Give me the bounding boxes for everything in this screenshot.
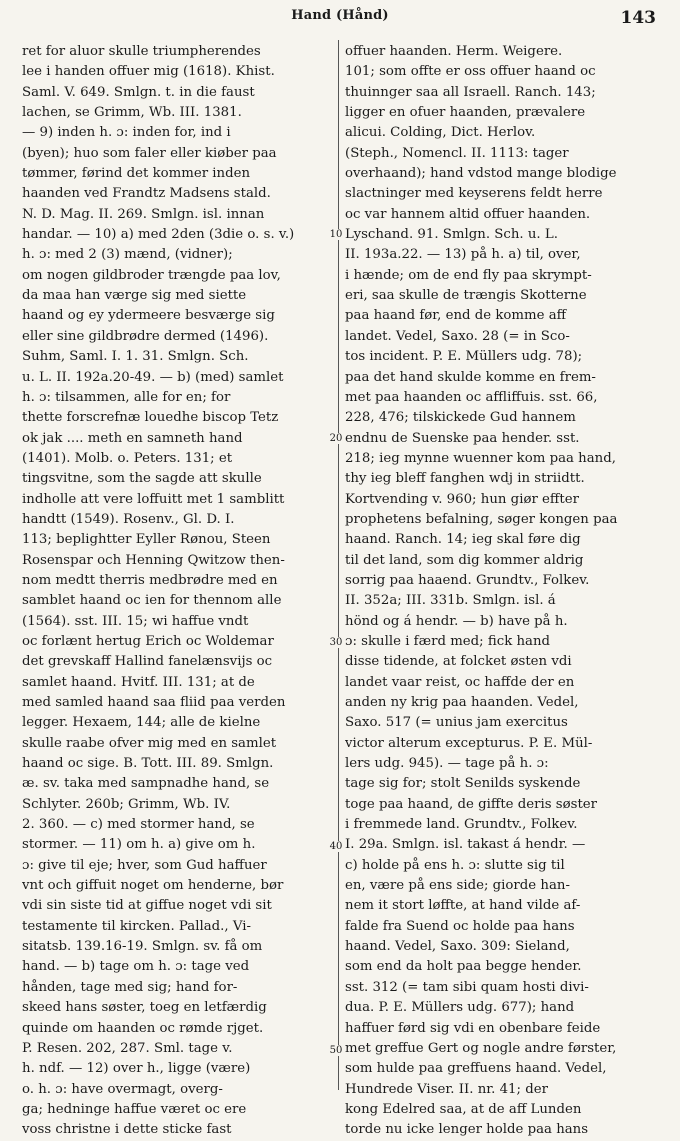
text-line: (byen); huo som faler eller kiøber paa (22, 145, 277, 161)
page-header (0, 6, 680, 32)
text-line: til det land, som dig kommer aldrig (345, 552, 584, 568)
text-line: haand og ey ydermeere besværge sig (22, 308, 275, 324)
text-line: sorrig paa haaend. Grundtv., Folkev. (345, 572, 590, 588)
text-line: quinde om haanden oc rømde rjget. (22, 1020, 264, 1036)
text-line: N. D. Mag. II. 269. Smlgn. isl. innan (22, 206, 265, 222)
text-line: med samled haand saa fliid paa verden (22, 695, 286, 710)
text-line: thuinnger saa all Israell. Ranch. 143; (345, 84, 596, 100)
text-line: Suhm, Saml. I. 1. 31. Smlgn. Sch. (22, 349, 249, 365)
text-line: ret for aluor skulle triumpherendes (22, 44, 261, 59)
text-line: om nogen gildbroder trængde paa lov, (22, 267, 281, 283)
text-line: haand. Ranch. 14; ieg skal føre dig (345, 532, 581, 548)
text-line: haand. Vedel, Saxo. 309: Sieland, (345, 939, 570, 955)
text-line: thette forscrefnæ louedhe biscop Tetz (22, 410, 279, 426)
line-number-10: 10 (326, 229, 346, 240)
text-line: ligger en ofuer haanden, prævalere (345, 105, 586, 121)
text-line: tingsvitne, som the sagde att skulle (22, 471, 262, 487)
text-line: tage sig for; stolt Senilds syskende (345, 776, 581, 792)
text-line: Lyschand. 91. Smlgn. Sch. u. L. (345, 227, 558, 243)
text-line: h. ɔ: tilsammen, alle for en; for (22, 389, 231, 405)
text-line: legger. Hexaem, 144; alle de kielne (22, 715, 261, 731)
text-line: Schlyter. 260b; Grimm, Wb. IV. (22, 796, 231, 812)
text-line: prophetens befalning, søger kongen paa (345, 511, 618, 527)
text-line: kong Edelred saa, at de aff Lunden (345, 1101, 582, 1117)
text-line: i hænde; om de end fly paa skrympt- (345, 267, 592, 283)
text-line: met greffue Gert og nogle andre førster, (345, 1040, 617, 1056)
text-line: hånden, tage med sig; hand for- (22, 979, 238, 995)
text-line: c) holde på ens h. ɔ: slutte sig til (345, 857, 565, 873)
text-line: h. ɔ: med 2 (3) mænd, (vidner); (22, 247, 233, 263)
text-line: II. 352a; III. 331b. Smlgn. isl. á (345, 593, 556, 609)
text-line: æ. sv. taka med sampnadhe hand, se (22, 776, 270, 792)
text-line: (1401). Molb. o. Peters. 131; et (22, 450, 233, 466)
text-line: P. Resen. 202, 287. Sml. tage v. (22, 1040, 233, 1056)
text-line: eller sine gildbrødre dermed (1496). (22, 328, 269, 344)
text-line: thy ieg bleff fanghen wdj in striidtt. (345, 471, 585, 487)
text-line: en, være på ens side; giorde han- (345, 878, 570, 894)
text-line: o. h. ɔ: have overmagt, overg- (22, 1081, 223, 1097)
text-line: samlet haand. Hvitf. III. 131; at de (22, 674, 255, 690)
text-line: paa haand før, end de komme aff (345, 308, 567, 324)
text-line: haand oc sige. B. Tott. III. 89. Smlgn. (22, 756, 274, 772)
text-line: lee i handen offuer mig (1618). Khist. (22, 64, 275, 80)
text-line: paa det hand skulde komme en frem- (345, 369, 596, 385)
text-line: haanden ved Frandtz Madsens stald. (22, 186, 271, 202)
text-line: skulle raabe ofver mig med en samlet (22, 735, 277, 751)
right-column (345, 42, 657, 1141)
line-number-50: 50 (326, 1045, 346, 1056)
text-line: offuer haanden. Herm. Weigere. (345, 44, 563, 59)
text-line: som hulde paa greffuens haand. Vedel, (345, 1061, 607, 1077)
text-line: tos incident. P. E. Müllers udg. 78); (345, 349, 583, 365)
line-number-40: 40 (326, 841, 346, 852)
text-line: skeed hans søster, toeg en letfærdig (22, 1000, 267, 1016)
text-line: met paa haanden oc affliffuis. sst. 66, (345, 389, 598, 405)
line-number-20: 20 (326, 433, 346, 444)
text-line: h. ndf. — 12) over h., ligge (være) (22, 1061, 251, 1077)
text-line: hönd og á hendr. — b) have på h. (345, 613, 568, 629)
text-line: ɔ: give til eje; hver, som Gud haffuer (22, 857, 267, 873)
text-line: som end da holt paa begge hender. (345, 959, 582, 975)
text-line: eri, saa skulle de trængis Skotterne (345, 288, 587, 304)
text-line: Rosenspar och Henning Qwitzow then- (22, 552, 285, 568)
text-line: nem it stort løffte, at hand vilde af- (345, 898, 581, 914)
left-column (22, 42, 332, 1141)
text-line: oc forlænt hertug Erich oc Woldemar (22, 633, 274, 649)
text-line: I. 29a. Smlgn. isl. takast á hendr. — (345, 837, 586, 853)
text-line: vdi sin siste tid at giffue noget vdi sit (22, 898, 272, 914)
text-line: torde nu icke lenger holde paa hans (345, 1122, 589, 1138)
text-line: indholle att vere loffuitt met 1 samblitt (22, 491, 285, 507)
text-line: nom medtt therris medbrødre med en (22, 572, 278, 588)
text-line: landet vaar reist, oc haffde der en (345, 674, 575, 690)
text-line: landet. Vedel, Saxo. 28 (= in Sco- (345, 328, 570, 344)
text-line: Kortvending v. 960; hun giør effter (345, 491, 579, 507)
text-line: slactninger med keyserens feldt herre (345, 186, 603, 202)
text-line: haffuer førd sig vdi en obenbare feide (345, 1020, 601, 1036)
running-head: Hand (Hånd) (291, 8, 389, 23)
text-line: ɔ: skulle i færd med; fick hand (345, 633, 551, 649)
text-line: falde fra Suend oc holde paa hans (345, 918, 575, 934)
text-line: sst. 312 (= tam sibi quam hosti divi- (345, 979, 589, 995)
text-line: ok jak .... meth en samneth hand (22, 430, 243, 446)
text-line: anden ny krig paa haanden. Vedel, (345, 695, 579, 710)
text-line: 218; ieg mynne wuenner kom paa hand, (345, 450, 616, 466)
text-line: lers udg. 945). — tage på h. ɔ: (345, 756, 549, 772)
text-line: u. L. II. 192a.20-49. — b) (med) samlet (22, 369, 284, 385)
line-number-30: 30 (326, 637, 346, 648)
text-line: samblet haand oc ien for thennom alle (22, 593, 282, 609)
text-line: 113; beplightter Eyller Rønou, Steen (22, 532, 271, 548)
text-line: 228, 476; tilskickede Gud hannem (345, 410, 576, 426)
page-number: 143 (620, 8, 656, 28)
text-line: dua. P. E. Müllers udg. 677); hand (345, 1000, 575, 1016)
text-line: Saxo. 517 (= unius jam exercitus (345, 715, 568, 731)
text-line: II. 193a.22. — 13) på h. a) til, over, (345, 247, 581, 263)
text-line: hand. — b) tage om h. ɔ: tage ved (22, 959, 250, 975)
text-line: da maa han værge sig med siette (22, 288, 247, 304)
text-line: oc var hannem altid offuer haanden. (345, 206, 591, 222)
text-line: Saml. V. 649. Smlgn. t. in die faust (22, 84, 255, 100)
text-line: alicui. Colding, Dict. Herlov. (345, 125, 536, 141)
text-line: — 9) inden h. ɔ: inden for, ind i (22, 125, 231, 141)
text-line: handtt (1549). Rosenv., Gl. D. I. (22, 511, 235, 527)
text-line: sitatsb. 139.16-19. Smlgn. sv. få om (22, 939, 263, 955)
text-line: ga; hedninge haffue været oc ere (22, 1101, 247, 1117)
text-line: lachen, se Grimm, Wb. III. 1381. (22, 105, 242, 121)
text-line: (Steph., Nomencl. II. 1113: tager (345, 145, 569, 161)
column-divider (338, 40, 339, 1090)
text-line: toge paa haand, de giffte deris søster (345, 796, 598, 812)
text-line: handar. — 10) a) med 2den (3die o. s. v.) (22, 227, 295, 243)
text-line: testamente til kircken. Pallad., Vi- (22, 918, 251, 934)
text-line: 2. 360. — c) med stormer hand, se (22, 817, 255, 833)
text-line: tømmer, førind det kommer inden (22, 166, 251, 182)
text-line: victor alterum excepturus. P. E. Mül- (345, 735, 593, 751)
text-line: stormer. — 11) om h. a) give om h. (22, 837, 256, 853)
text-line: voss christne i dette sticke fast (22, 1122, 232, 1138)
text-line: endnu de Suenske paa hender. sst. (345, 430, 580, 446)
text-line: overhaand); hand vdstod mange blodige (345, 166, 617, 182)
text-line: 101; som offte er oss offuer haand oc (345, 64, 596, 80)
text-line: disse tidende, at folcket østen vdi (345, 654, 572, 670)
text-line: Hundrede Viser. II. nr. 41; der (345, 1081, 548, 1097)
text-line: (1564). sst. III. 15; wi haffue vndt (22, 613, 249, 629)
text-line: vnt och giffuit noget om henderne, bør (22, 878, 284, 894)
text-line: i fremmede land. Grundtv., Folkev. (345, 817, 578, 833)
text-line: det grevskaff Hallind fanelænsvijs oc (22, 654, 273, 670)
